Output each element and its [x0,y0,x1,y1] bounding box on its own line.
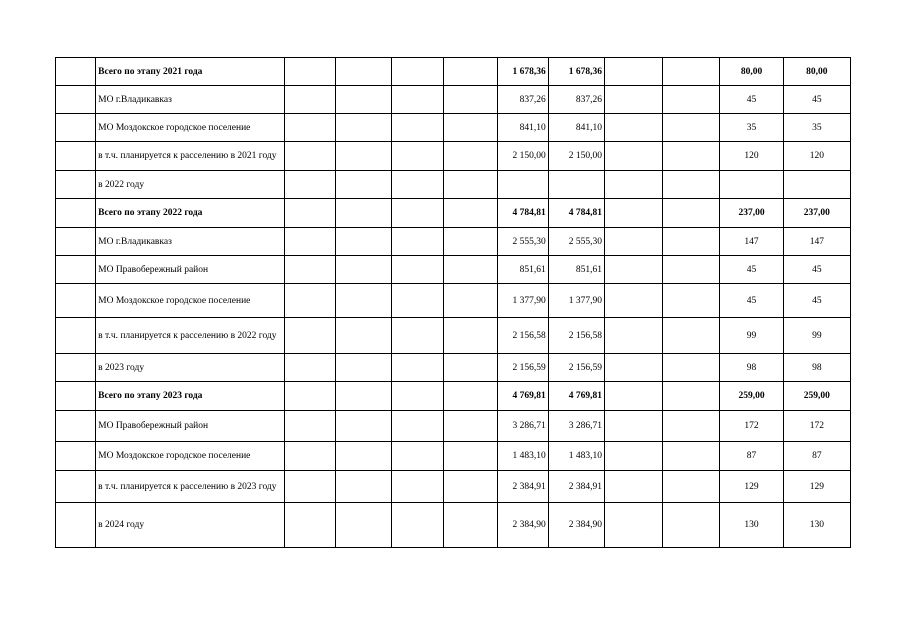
cell-empty [444,142,497,171]
value-cell: 2 384,90 [548,503,604,548]
count-cell: 259,00 [783,382,850,411]
cell-empty [605,228,663,256]
count-cell: 147 [783,228,850,256]
row-name: в т.ч. планируется к расселению в 2023 году [96,471,285,503]
value-cell: 1 377,90 [548,284,604,318]
count-cell: 130 [720,503,783,548]
cell-empty [444,382,497,411]
count-cell: 99 [783,318,850,354]
row-name: Всего по этапу 2022 года [96,199,285,228]
cell-empty [392,142,444,171]
cell-empty [284,86,335,114]
cell-empty [336,171,392,199]
cell-empty [663,199,720,228]
count-cell: 120 [783,142,850,171]
value-cell: 1 483,10 [548,442,604,471]
row-name: в 2022 году [96,171,285,199]
count-cell: 129 [720,471,783,503]
cell-empty [605,284,663,318]
cell-empty [444,58,497,86]
cell-empty [444,228,497,256]
cell-empty [663,256,720,284]
cell-empty [663,284,720,318]
cell-empty [336,114,392,142]
value-cell: 4 784,81 [497,199,548,228]
cell-empty [284,354,335,382]
cell-empty [336,256,392,284]
value-cell: 2 555,30 [497,228,548,256]
cell-empty [392,318,444,354]
value-cell: 1 377,90 [497,284,548,318]
cell-empty [392,284,444,318]
value-cell: 851,61 [497,256,548,284]
cell-empty [663,114,720,142]
value-cell: 4 769,81 [497,382,548,411]
cell-empty [392,171,444,199]
value-cell: 837,26 [548,86,604,114]
cell-empty [605,114,663,142]
cell-empty [56,256,96,284]
cell-empty [336,58,392,86]
value-cell: 2 156,59 [497,354,548,382]
count-cell: 259,00 [720,382,783,411]
cell-empty [605,354,663,382]
cell-empty [663,354,720,382]
cell-empty [444,86,497,114]
table-row [56,114,851,142]
cell-empty [392,228,444,256]
cell-empty [392,354,444,382]
row-name: в т.ч. планируется к расселению в 2021 году [96,142,285,171]
count-cell: 45 [720,256,783,284]
cell-empty [284,199,335,228]
cell-empty [605,86,663,114]
cell-empty [663,171,720,199]
cell-empty [444,503,497,548]
cell-empty [284,411,335,442]
cell-empty [56,142,96,171]
cell-empty [444,318,497,354]
row-name: в т.ч. планируется к расселению в 2022 году [96,318,285,354]
count-cell: 172 [720,411,783,442]
table-row [56,318,851,354]
cell-empty [284,58,335,86]
table-row [56,171,851,199]
table-row [56,256,851,284]
table-row [56,354,851,382]
row-name: МО Правобережный район [96,411,285,442]
row-name: в 2024 году [96,503,285,548]
cell-empty [605,58,663,86]
cell-empty [336,142,392,171]
row-name: МО г.Владикавказ [96,86,285,114]
cell-empty [444,442,497,471]
cell-empty [56,171,96,199]
cell-empty [56,354,96,382]
cell-empty [444,256,497,284]
cell-empty [336,471,392,503]
cell-empty [284,142,335,171]
cell-empty [663,142,720,171]
row-name: МО Моздокское городское поселение [96,442,285,471]
value-cell: 4 769,81 [548,382,604,411]
cell-empty [56,199,96,228]
cell-empty [663,471,720,503]
cell-empty [392,442,444,471]
cell-empty [56,58,96,86]
cell-empty [56,114,96,142]
value-cell [497,171,548,199]
count-cell: 98 [783,354,850,382]
cell-empty [605,471,663,503]
cell-empty [663,442,720,471]
value-cell [548,171,604,199]
cell-empty [392,114,444,142]
cell-empty [56,503,96,548]
cell-empty [56,442,96,471]
count-cell: 45 [783,86,850,114]
count-cell: 99 [720,318,783,354]
row-name: МО Правобережный район [96,256,285,284]
cell-empty [444,471,497,503]
cell-empty [284,284,335,318]
count-cell: 237,00 [783,199,850,228]
cell-empty [336,284,392,318]
table-row-total [56,199,851,228]
value-cell: 4 784,81 [548,199,604,228]
table-row [56,284,851,318]
cell-empty [444,171,497,199]
cell-empty [663,382,720,411]
row-name: в 2023 году [96,354,285,382]
table-row [56,411,851,442]
value-cell: 2 156,58 [548,318,604,354]
cell-empty [444,114,497,142]
value-cell: 1 483,10 [497,442,548,471]
cell-empty [284,318,335,354]
cell-empty [392,411,444,442]
cell-empty [663,86,720,114]
value-cell: 1 678,36 [548,58,604,86]
count-cell: 45 [720,284,783,318]
cell-empty [56,471,96,503]
cell-empty [392,199,444,228]
cell-empty [336,318,392,354]
count-cell: 129 [783,471,850,503]
count-cell: 80,00 [783,58,850,86]
count-cell: 87 [783,442,850,471]
count-cell: 237,00 [720,199,783,228]
cell-empty [284,171,335,199]
table-row [56,86,851,114]
row-name: Всего по этапу 2023 года [96,382,285,411]
count-cell: 35 [720,114,783,142]
cell-empty [605,442,663,471]
cell-empty [605,199,663,228]
relocation-table [55,57,851,548]
value-cell: 841,10 [548,114,604,142]
count-cell [783,171,850,199]
cell-empty [284,114,335,142]
table-row [56,442,851,471]
cell-empty [56,382,96,411]
cell-empty [284,256,335,284]
count-cell: 147 [720,228,783,256]
value-cell: 3 286,71 [497,411,548,442]
cell-empty [56,284,96,318]
cell-empty [605,256,663,284]
cell-empty [605,503,663,548]
cell-empty [336,86,392,114]
count-cell: 35 [783,114,850,142]
table-row-total [56,58,851,86]
cell-empty [392,471,444,503]
cell-empty [605,142,663,171]
cell-empty [56,411,96,442]
cell-empty [444,354,497,382]
value-cell: 2 384,91 [497,471,548,503]
cell-empty [392,256,444,284]
count-cell: 130 [783,503,850,548]
row-name: МО Моздокское городское поселение [96,284,285,318]
cell-empty [605,411,663,442]
count-cell: 45 [720,86,783,114]
count-cell: 45 [783,284,850,318]
row-name: МО г.Владикавказ [96,228,285,256]
value-cell: 851,61 [548,256,604,284]
value-cell: 2 384,90 [497,503,548,548]
table-row [56,471,851,503]
cell-empty [336,228,392,256]
cell-empty [444,284,497,318]
value-cell: 2 555,30 [548,228,604,256]
table-row [56,503,851,548]
cell-empty [336,382,392,411]
row-name: МО Моздокское городское поселение [96,114,285,142]
cell-empty [392,58,444,86]
table-row [56,228,851,256]
count-cell: 120 [720,142,783,171]
row-name: Всего по этапу 2021 года [96,58,285,86]
value-cell: 2 150,00 [548,142,604,171]
value-cell: 3 286,71 [548,411,604,442]
cell-empty [444,411,497,442]
cell-empty [663,411,720,442]
count-cell: 98 [720,354,783,382]
cell-empty [392,503,444,548]
cell-empty [336,199,392,228]
table-row-total [56,382,851,411]
cell-empty [663,228,720,256]
count-cell [720,171,783,199]
cell-empty [56,318,96,354]
value-cell: 2 150,00 [497,142,548,171]
cell-empty [663,318,720,354]
cell-empty [56,86,96,114]
cell-empty [392,382,444,411]
cell-empty [336,354,392,382]
cell-empty [663,58,720,86]
table-body [56,58,851,548]
value-cell: 2 156,59 [548,354,604,382]
cell-empty [284,471,335,503]
cell-empty [336,411,392,442]
cell-empty [284,228,335,256]
value-cell: 1 678,36 [497,58,548,86]
cell-empty [605,382,663,411]
count-cell: 80,00 [720,58,783,86]
cell-empty [392,86,444,114]
value-cell: 2 156,58 [497,318,548,354]
cell-empty [605,318,663,354]
value-cell: 2 384,91 [548,471,604,503]
cell-empty [284,442,335,471]
cell-empty [663,503,720,548]
count-cell: 87 [720,442,783,471]
cell-empty [605,171,663,199]
value-cell: 841,10 [497,114,548,142]
value-cell: 837,26 [497,86,548,114]
count-cell: 45 [783,256,850,284]
cell-empty [284,503,335,548]
cell-empty [284,382,335,411]
cell-empty [56,228,96,256]
cell-empty [444,199,497,228]
count-cell: 172 [783,411,850,442]
table-row [56,142,851,171]
cell-empty [336,442,392,471]
cell-empty [336,503,392,548]
